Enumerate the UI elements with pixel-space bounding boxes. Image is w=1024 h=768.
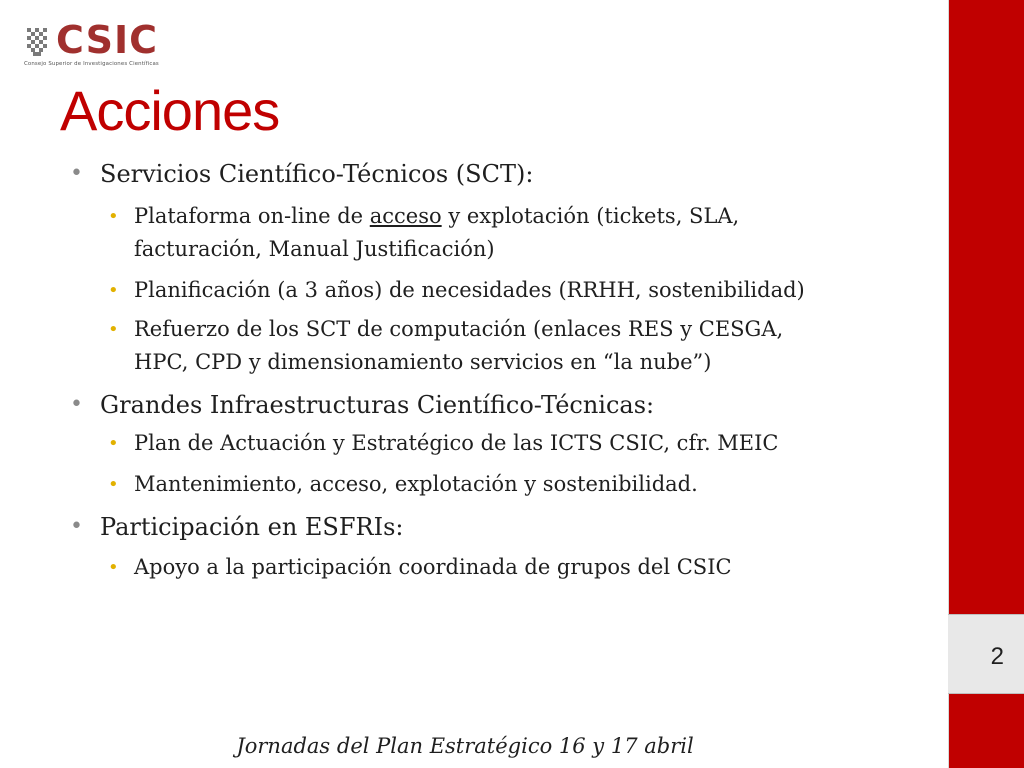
sub-bullet-text-line2: facturación, Manual Justificación) [134, 237, 495, 261]
bullet-text: Participación en ESFRIs: [100, 513, 404, 541]
sub-bullet-apoyo [70, 551, 930, 584]
sub-bullet-dot-icon: • [108, 319, 119, 340]
slide-footer: Jornadas del Plan Estratégico 16 y 17 abril [236, 734, 694, 758]
bullet-dot-icon: • [70, 161, 83, 186]
sub-bullet-text-line1: Refuerzo de los SCT de computación (enlaces RES y CESGA, [134, 317, 784, 341]
bullet-infraestructuras [70, 389, 930, 421]
bullet-list [70, 158, 930, 584]
sub-bullet-text-post: y explotación (tickets, SLA, [441, 204, 740, 228]
csic-subline: Consejo Superior de Investigaciones Científicas [24, 61, 159, 67]
page-number: 2 [990, 643, 1004, 670]
sub-bullet-planificacion [70, 274, 930, 307]
csic-wordmark: CSIC [56, 18, 158, 62]
sub-bullet-text: Apoyo a la participación coordinada de grupos del CSIC [134, 555, 732, 579]
sub-bullet-text: Mantenimiento, acceso, explotación y sostenibilidad. [134, 472, 698, 496]
sub-bullet-text-pre: Plataforma on-line de [134, 204, 370, 228]
slide-title: Acciones [60, 79, 280, 142]
sub-bullet-mantenimiento [70, 468, 930, 501]
sub-bullet-dot-icon: • [108, 433, 119, 454]
bullet-dot-icon: • [70, 392, 83, 417]
bullet-esfris [70, 511, 930, 543]
csic-logo [24, 18, 184, 74]
sub-bullet-dot-icon: • [108, 206, 119, 227]
sub-bullet-dot-icon: • [108, 474, 119, 495]
sub-bullet-dot-icon: • [108, 280, 119, 301]
bullet-text: Grandes Infraestructuras Científico-Técnicas: [100, 391, 655, 419]
sub-bullet-plataforma [70, 200, 930, 266]
sub-bullet-dot-icon: • [108, 557, 119, 578]
sub-bullet-text-emph: acceso [369, 204, 442, 228]
sub-bullet-text-line2: HPC, CPD y dimensionamiento servicios en “la nube”) [134, 350, 712, 374]
sub-bullet-text: Planificación (a 3 años) de necesidades (RRHH, sostenibilidad) [134, 278, 805, 302]
bullet-text: Servicios Científico-Técnicos (SCT): [100, 160, 534, 188]
sub-bullet-refuerzo [70, 313, 930, 379]
bullet-dot-icon: • [70, 514, 83, 539]
bullet-sct [70, 158, 930, 190]
page-number-box [948, 614, 1024, 694]
sub-bullet-plan-actuacion [70, 427, 930, 460]
csic-emblem-icon [24, 26, 50, 58]
sub-bullet-text: Plan de Actuación y Estratégico de las ICTS CSIC, cfr. MEIC [134, 431, 779, 455]
